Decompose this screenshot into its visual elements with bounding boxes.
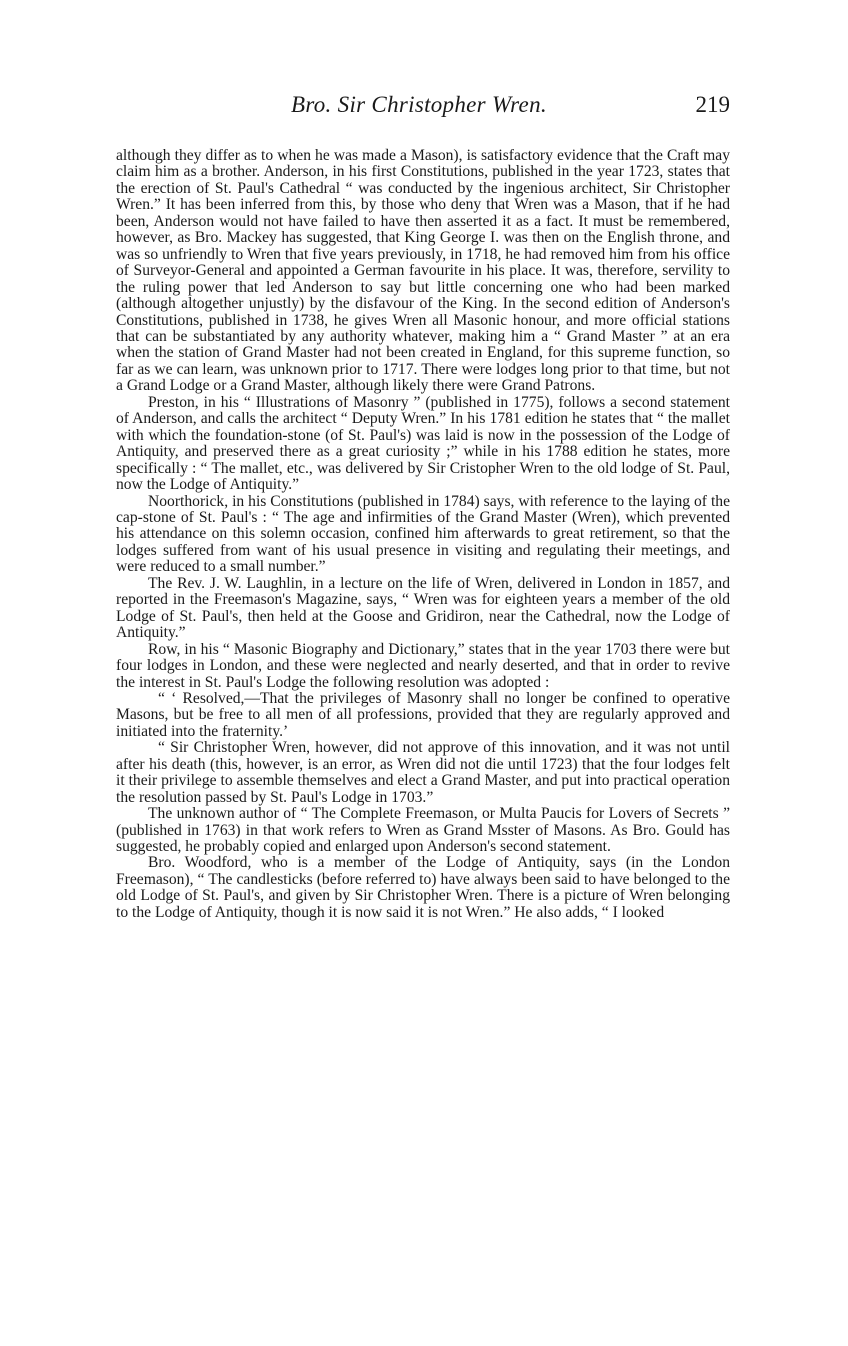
body-text: [116, 148, 730, 921]
paragraph-row: Row, in his “ Masonic Biography and Dictionary,” states that in the year 1703 there were but four lodges in London, and these were neglected and nearly deserted, and that in order to revive the interest in St. Paul's Lodge the following resolution was adopted :: [116, 640, 730, 691]
paragraph-preston: Preston, in his “ Illustrations of Masonry ” (published in 1775), follows a second statement of Anderson, and calls the architect “ Deputy Wren.” In his 1781 edition he states that “ the mallet with which the foundation-stone (of St. Paul's) was laid is now in the possession of the Lodge of Antiquity, and preserved there as a great curiosity ;” while in his 1788 edition he states, more specifically : “ The mallet, etc., was delivered by Sir Cristopher Wren to the old lodge of St. Paul, now the Lodge of Antiquity.”: [116, 393, 730, 494]
paragraph-wren-innovation-quote: “ Sir Christopher Wren, however, did not approve of this innovation, and it was not until after his death (this, however, is an error, as Wren did not die until 1723) that the four lodges felt it their privilege to assemble themselves and elect a Grand Master, and put into practical operation the resolution passed by St. Paul's Lodge in 1703.”: [116, 739, 730, 806]
paragraph-laughlin: The Rev. J. W. Laughlin, in a lecture on the life of Wren, delivered in London in 1857, and reported in the Freemason's Magazine, says, “ Wren was for eighteen years a member of the old Lodge of St. Paul's, then held at the Goose and Gridiron, near the Cathedral, now the Lodge of Antiquity.”: [116, 574, 730, 642]
paragraph-resolution-quote: “ ‘ Resolved,—That the privileges of Masonry shall no longer be confined to operative Masons, but be free to all men of all professions, provided that they are regularly approved and initiated into the fraternity.’: [116, 689, 730, 740]
running-head: [115, 92, 730, 128]
paragraph-anderson-constitutions: although they differ as to when he was made a Mason), is satisfactory evidence that the Craft may claim him as a brother. Anderson, in his first Constitutions, published in the year 1723, states that the erection of St. Paul's Cathedral “ was conducted by the ingenious architect, Sir Christopher Wren.” It has been inferred from this, by those who deny that Wren was a Mason, that if he had been, Anderson would not have failed to have then asserted it as a fact. It must be remembered, however, as Bro. Mackey has suggested, that King George I. was then on the English throne, and was so unfriendly to Wren that five years previously, in 1718, he had removed him from his office of Surveyor-General and appointed a German favourite in his place. It was, therefore, servility to the ruling power that led Anderson to say but little concerning one who had been marked (although altogether unjustly) by the disfavour of the King. In the second edition of Anderson's Constitutions, published in 1738, he gives Wren all Masonic honour, and more official stations that can be substantiated by any authority whatever, making him a “ Grand Master ” at an era when the station of Grand Master had not been created in England, for this supreme function, so far as we can learn, was unknown prior to 1717. There were lodges long prior to that time, but not a Grand Lodge or a Grand Master, although likely there were Grand Patrons.: [116, 147, 730, 395]
paragraph-complete-freemason: The unknown author of “ The Complete Freemason, or Multa Paucis for Lovers of Secrets ” (published in 1763) in that work refers to Wren as Grand Msster of Masons. As Bro. Gould has suggested, he probably copied and enlarged upon Anderson's second statement.: [116, 805, 730, 856]
running-title: Bro. Sir Christopher Wren.: [291, 92, 547, 117]
paragraph-noorthorick: Noorthorick, in his Constitutions (published in 1784) says, with reference to the laying of the cap-stone of St. Paul's : “ The age and infirmities of the Grand Master (Wren), which prevented his attendance on this solemn occasion, confined him afterwards to great retirement, so that the lodges suffered from want of his usual presence in visiting and regulating their meetings, and were reduced to a small number.”: [116, 492, 730, 576]
page-number: 219: [695, 92, 730, 117]
paragraph-woodford: Bro. Woodford, who is a member of the Lodge of Antiquity, says (in the London Freemason), “ The candlesticks (before referred to) have always been said to have belonged to the old Lodge of St. Paul's, and given by Sir Christopher Wren. There is a picture of Wren belonging to the Lodge of Antiquity, though it is now said it is not Wren.” He also adds, “ I looked: [116, 854, 730, 921]
